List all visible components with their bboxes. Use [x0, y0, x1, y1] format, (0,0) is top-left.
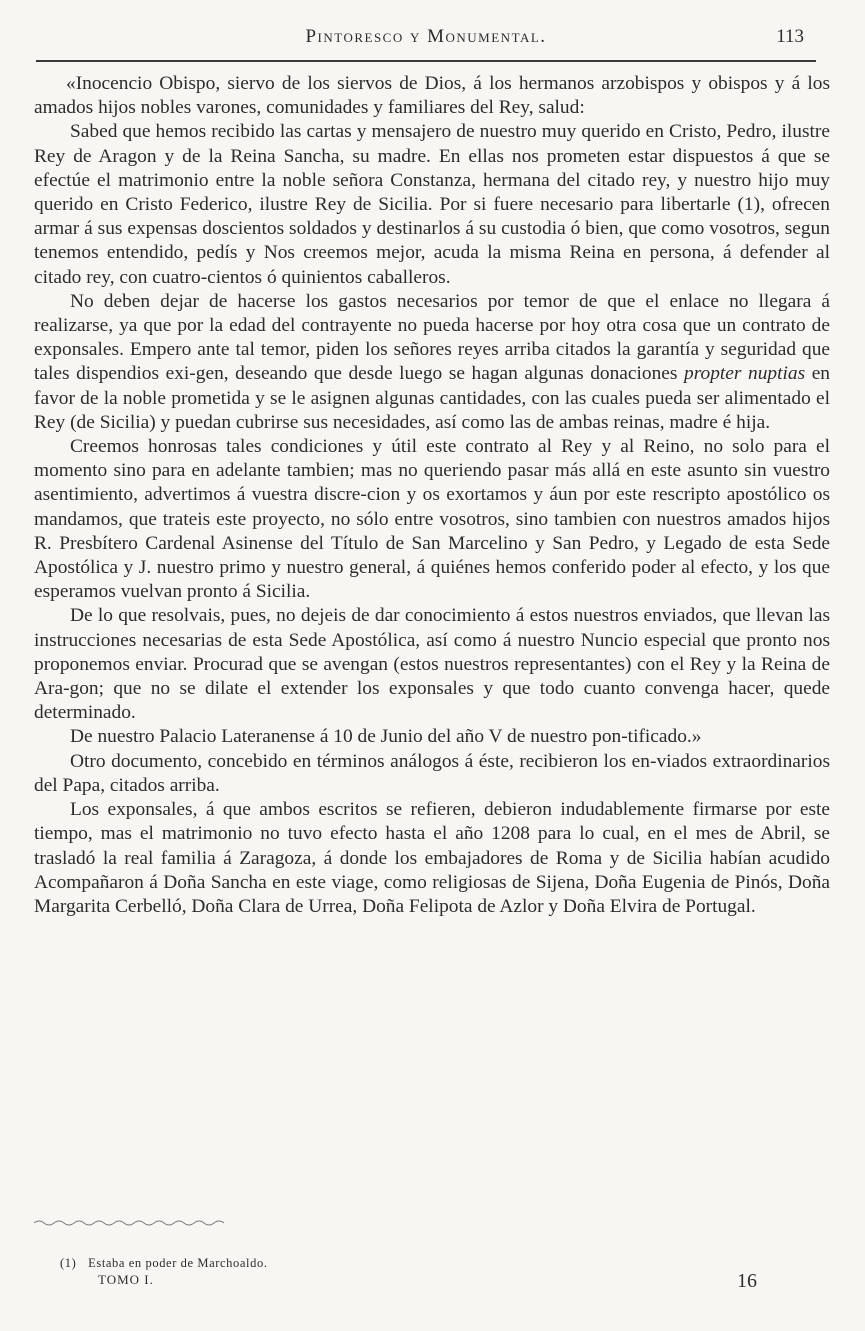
running-header	[36, 26, 816, 54]
latin-phrase: propter nuptias	[684, 363, 806, 385]
paragraph: Los exponsales, á que ambos escritos se refieren, debieron indudablemente firmarse por este tiempo, mas el matrimonio no tuvo efecto hasta el año 1208 para lo cual, en el mes de Abril, se trasladó la real familia á Zaragoza, á donde los embajadores de Roma y de Sicilia habían acudido Acompañaron á Doña Sancha en este viage, como religiosas de Sijena, Doña Eugenia de Pinós, Doña Margarita Cerbelló, Doña Clara de Urrea, Doña Felipota de Azlor y Doña Elvira de Portugal.	[34, 799, 830, 917]
page-number: 113	[776, 26, 804, 47]
paragraph: «Inocencio Obispo, siervo de los siervos de Dios, á los hermanos arzobispos y obispos y á los amados hijos nobles varones, comunidades y familiares del Rey, salud:	[34, 73, 830, 119]
sheet-number: 16	[737, 1270, 757, 1292]
paragraph: No deben dejar de hacerse los gastos necesarios por temor de que el enlace no llegara á realizarse, ya que por la edad del contrayente no pueda hacerse por hoy otra cosa que un contrato de exponsales. Empero ante tal temor, piden los señores reyes arriba citados la garantía y seguridad que tales dispendios exi-gen, deseando que desde luego se hagan algunas donaciones propter nuptias en favor de la noble prometida y se le asignen algunas cantidades, con las cuales pueda ser alimentado el Rey (de Sicilia) y puedan cubrirse sus necesidades, así como las de ambas reinas, madre é hija.	[34, 290, 830, 433]
volume-signature: TOMO I.	[98, 1272, 154, 1287]
running-title: Pintoresco y Monumental.	[305, 26, 547, 47]
paragraph: Otro documento, concebido en términos análogos á éste, recibieron los en-viados extraordinarios del Papa, citados arriba.	[34, 750, 830, 796]
footnote-text: Estaba en poder de Marchoaldo.	[88, 1256, 268, 1270]
paragraph: Sabed que hemos recibido las cartas y mensajero de nuestro muy querido en Cristo, Pedro, ilustre Rey de Aragon y de la Reina Sancha, su madre. En ellas nos prometen estar dispuestos á que se efectúe el matrimonio entre la noble señora Constanza, hermana del citado rey, y nuestro hijo muy querido en Cristo Federico, ilustre Rey de Sicilia. Por si fuere necesario para libertarle (1), ofrecen armar á sus expensas doscientos soldados y destinarlos á su custodia ó bien, que como vosotros, segun tenemos entendido, pedís y Nos creemos mejor, acuda la misma Reina en persona, á defender al citado rey, con cuatro-cientos ó quinientos caballeros.	[34, 121, 830, 288]
paragraph: De lo que resolvais, pues, no dejeis de dar conocimiento á estos nuestros enviados, que llevan las instrucciones necesarias de esta Sede Apostólica, así como á nuestro Nuncio especial que pronto nos proponemos enviar. Procurad que se avengan (estos nuestros representantes) con el Rey y la Reina de Ara-gon; que no se dilate el extender los exponsales y que todo cuanto convenga hacer, quede determinado.	[34, 605, 830, 724]
body-text	[34, 72, 830, 919]
footnote-ornament-rule	[34, 1218, 224, 1228]
footnote-marker: (1)	[60, 1256, 77, 1270]
paragraph: De nuestro Palacio Lateranense á 10 de Junio del año V de nuestro pon-tificado.»	[70, 726, 702, 748]
footnote	[60, 1256, 268, 1271]
header-rule	[36, 60, 816, 62]
paragraph: Creemos honrosas tales condiciones y útil este contrato al Rey y al Reino, no solo para el momento sino para en adelante tambien; mas no queriendo pasar más allá en este asunto sin vuestro asentimiento, advertimos á vuestra discre-cion y os exortamos y áun por este rescripto apostólico os mandamos, que trateis este proyecto, no sólo entre vosotros, sino tambien con nuestros amados hijos R. Presbítero Cardenal Asinense del Título de San Marcelino y San Pedro, y Legado de esta Sede Apostólica y J. nuestro primo y nuestro general, á quiénes hemos conferido poder al efecto, y los que esperamos vuelvan pronto á Sicilia.	[34, 436, 830, 603]
